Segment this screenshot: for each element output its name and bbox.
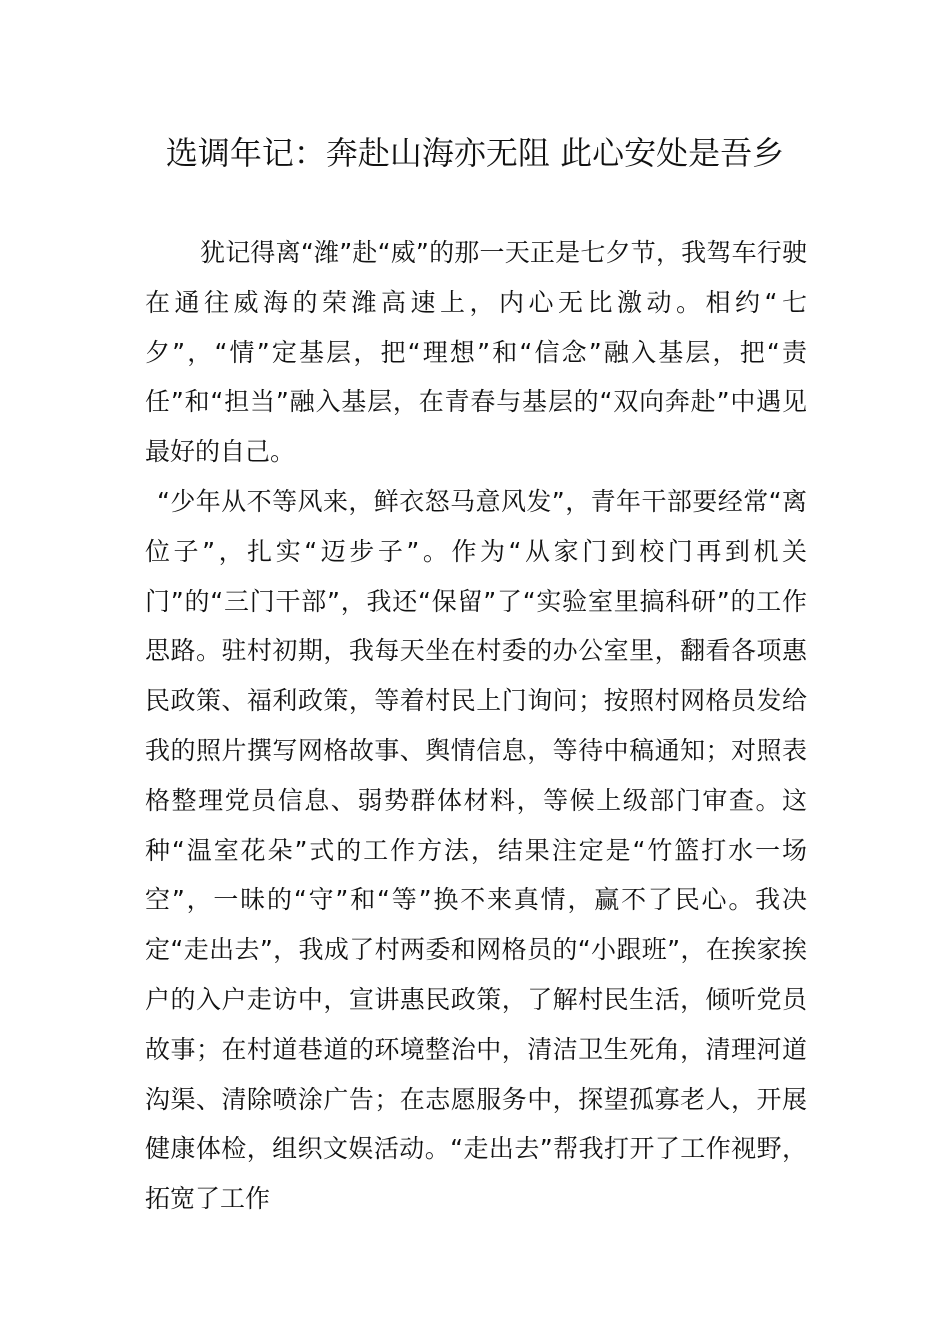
paragraph-1: 犹记得离“潍”赴“威”的那一天正是七夕节，我驾车行驶在通往威海的荣潍高速上，内心无比激动。相约“七夕”，“情”定基层，把“理想”和“信念”融入基层，把“责任”和“担当”融入基层，在青春与基层的“双向奔赴”中遇见最好的自己。 <box>145 238 807 467</box>
paragraph-2: “少年从不等风来，鲜衣怒马意风发”，青年干部要经常“离位子”，扎实“迈步子”。作为“从家门到校门再到机关门”的“三门干部”，我还“保留”了“实验室里搞科研”的工作思路。驻村初期，我每天坐在村委的办公室里，翻看各项惠民政策、福利政策，等着村民上门询问；按照村网格员发给我的照片撰写网格故事、舆情信息，等待中稿通知；对照表格整理党员信息、弱势群体材料，等候上级部门审查。这种“温室花朵”式的工作方法，结果注定是“竹篮打水一场空”，一昧的“守”和“等”换不来真情，赢不了民心。我决定“走出去”，我成了村两委和网格员的“小跟班”，在挨家挨户的入户走访中，宣讲惠民政策，了解村民生活，倾听党员故事；在村道巷道的环境整治中，清洁卫生死角，清理河道沟渠、清除喷涂广告；在志愿服务中，探望孤寡老人，开展健康体检，组织文娱活动。“走出去”帮我打开了工作视野，拓宽了工作 <box>145 486 807 1214</box>
document-body <box>145 228 807 1224</box>
document-title: 选调年记：奔赴山海亦无阻 此心安处是吾乡 <box>165 134 785 172</box>
